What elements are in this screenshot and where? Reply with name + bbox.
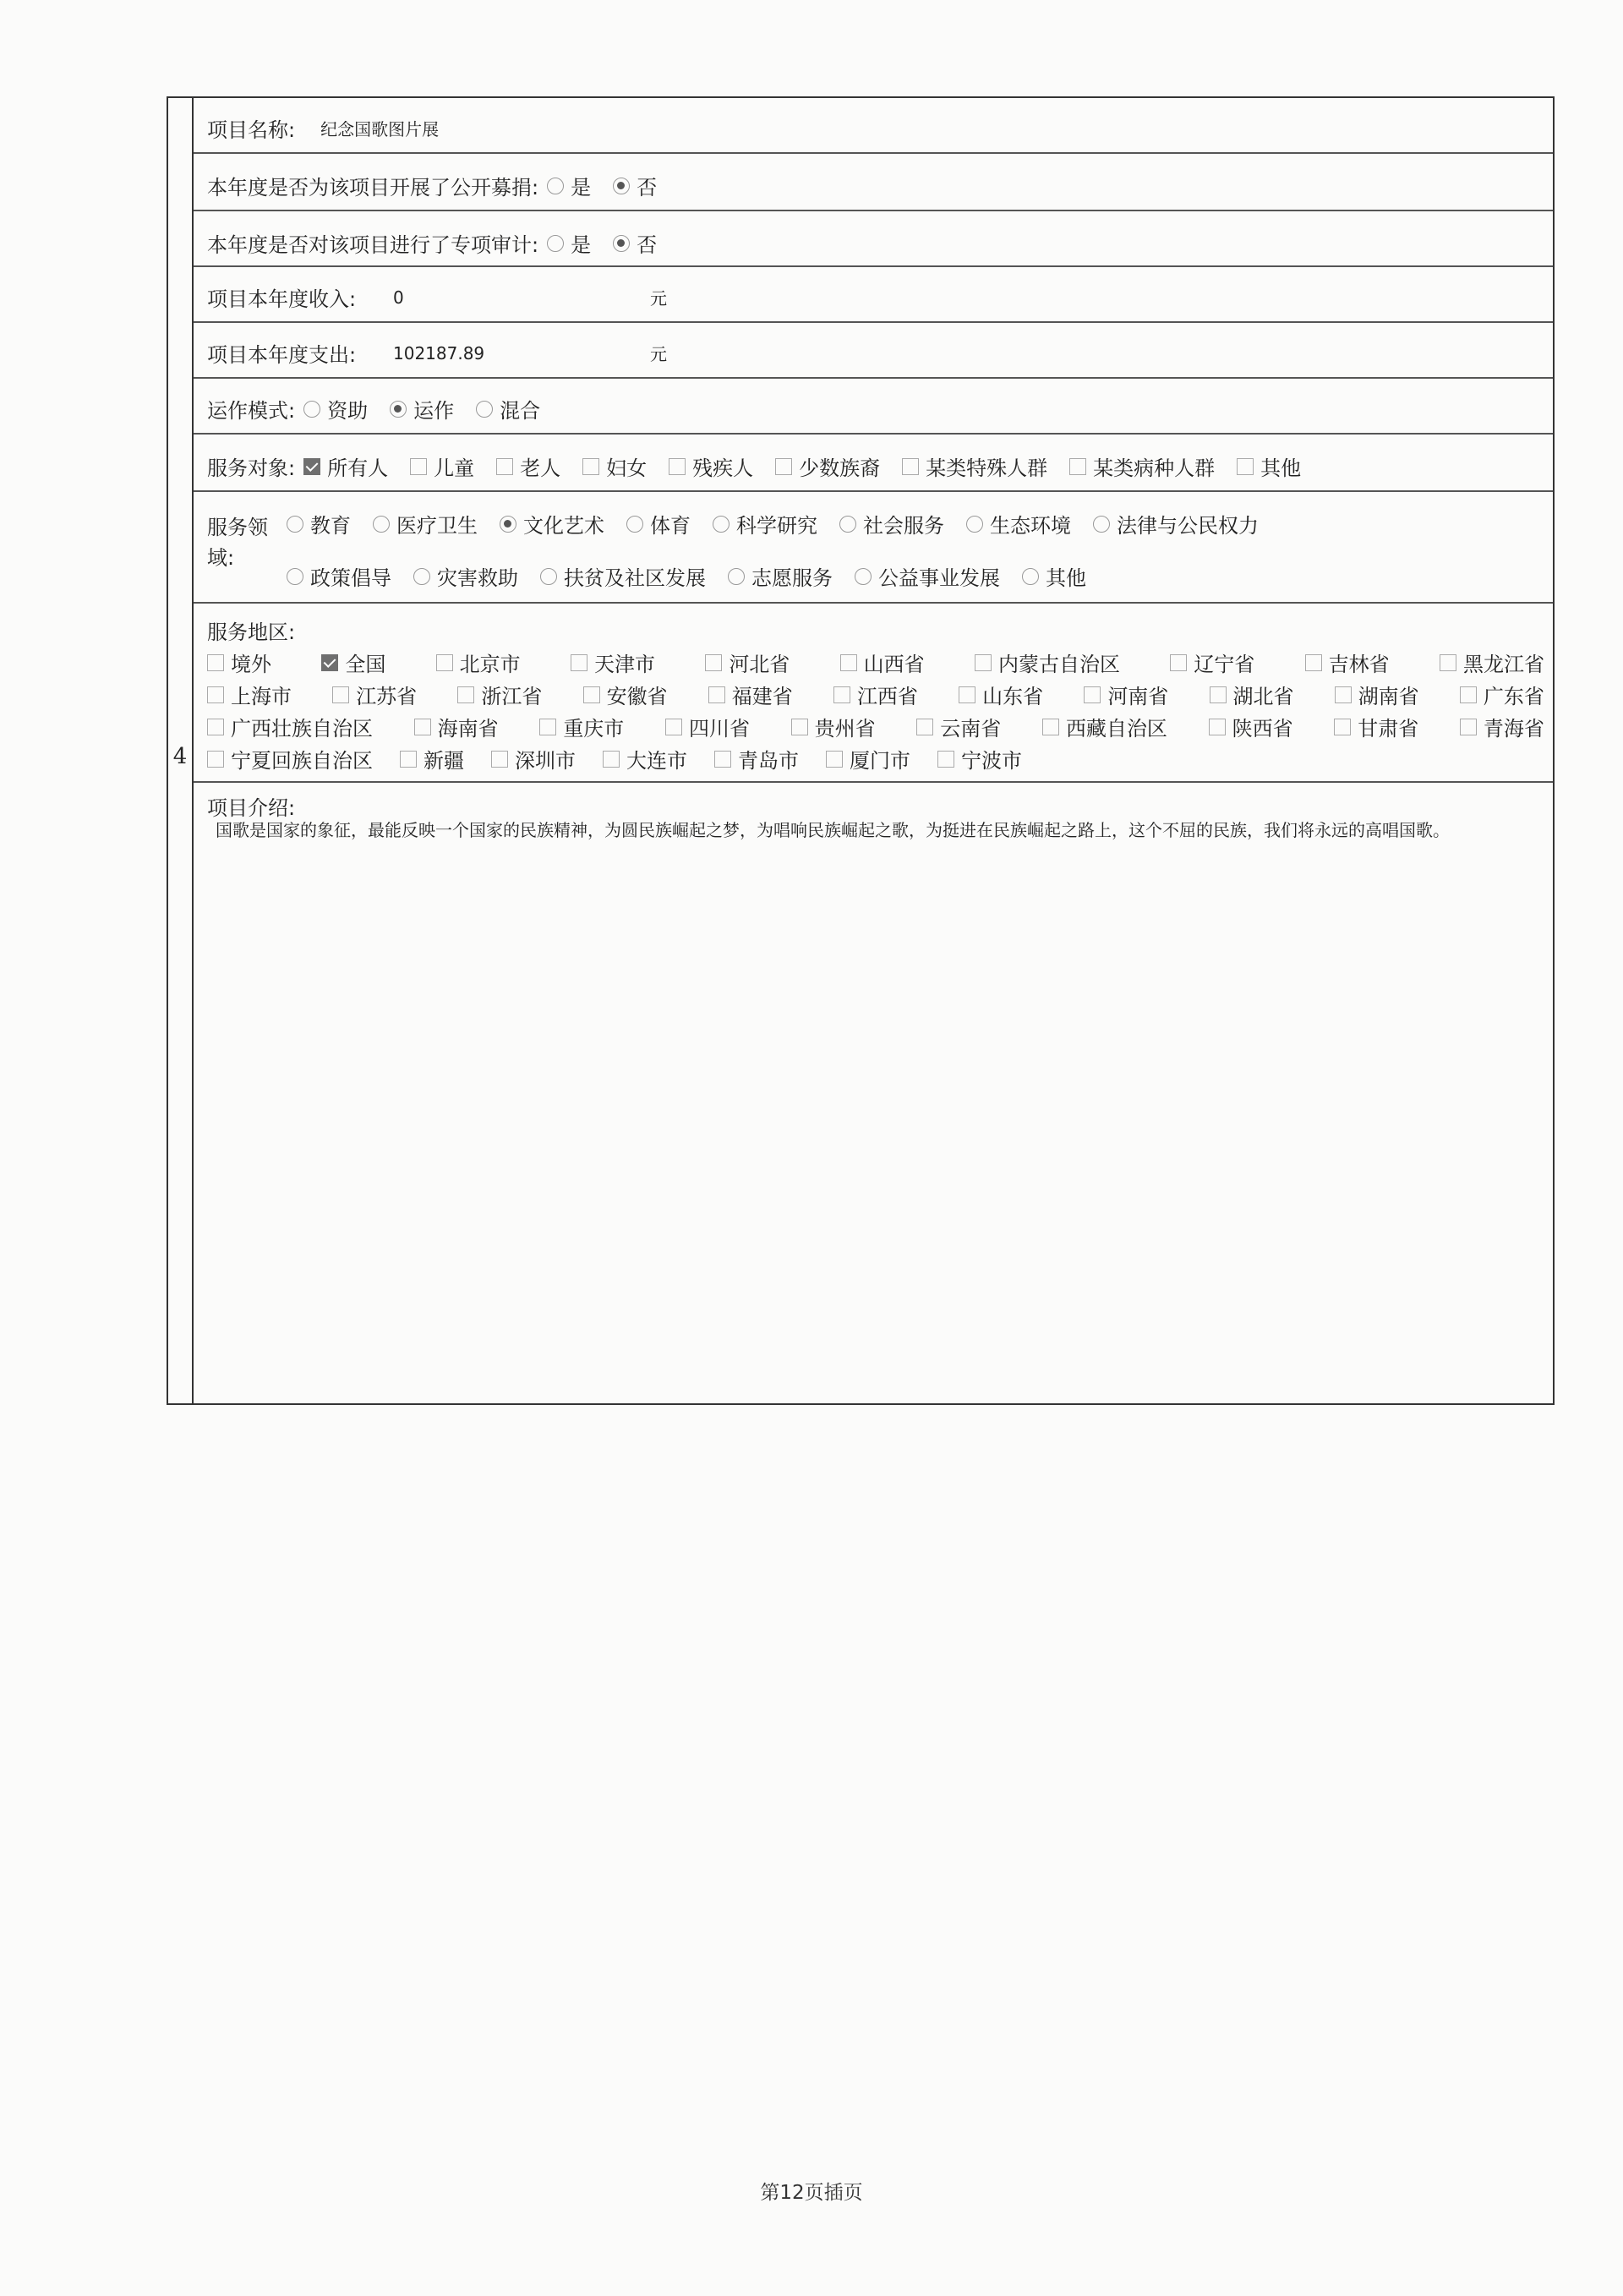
radio-button[interactable] xyxy=(476,401,493,418)
expense-unit: 元 xyxy=(650,344,667,364)
service-region-option[interactable] xyxy=(937,744,1022,774)
radio-button[interactable] xyxy=(855,568,872,585)
radio-button[interactable] xyxy=(413,568,430,585)
radio-button[interactable] xyxy=(303,401,320,418)
checkbox[interactable] xyxy=(775,458,792,475)
option-label: 上海市 xyxy=(231,685,292,708)
option-label: 少数族裔 xyxy=(799,456,881,480)
service-field-option[interactable] xyxy=(1093,509,1259,538)
service-field-option[interactable] xyxy=(413,561,518,591)
radio-button-selected[interactable] xyxy=(500,516,516,533)
option-label: 福建省 xyxy=(731,685,793,708)
option-label: 体育 xyxy=(650,514,691,538)
option-label: 医疗卫生 xyxy=(396,514,478,538)
checkbox[interactable] xyxy=(833,686,850,703)
service-field-label-line2: 域: xyxy=(207,546,235,570)
checkbox[interactable] xyxy=(582,458,599,475)
option-label: 某类病种人群 xyxy=(1093,456,1216,480)
service-region-option[interactable] xyxy=(1305,648,1390,677)
option-label: 否 xyxy=(637,233,658,257)
option-label: 新疆 xyxy=(424,749,464,773)
option-label: 某类特殊人群 xyxy=(926,456,1048,480)
option-label: 浙江省 xyxy=(481,685,543,708)
service-region-option[interactable] xyxy=(436,648,521,677)
option-label: 其他 xyxy=(1046,566,1086,590)
service-region-option[interactable] xyxy=(457,680,542,709)
checkbox[interactable] xyxy=(496,458,513,475)
option-label: 宁波市 xyxy=(961,749,1022,773)
option-label: 青岛市 xyxy=(738,749,799,773)
checkbox[interactable] xyxy=(457,686,474,703)
service-region-option[interactable] xyxy=(916,712,1001,741)
checkbox[interactable] xyxy=(1460,719,1477,735)
checkbox[interactable] xyxy=(1209,719,1226,735)
option-label: 陕西省 xyxy=(1232,717,1293,741)
option-label: 志愿服务 xyxy=(751,566,833,590)
checkbox[interactable] xyxy=(436,654,453,671)
project-intro-text: 国歌是国家的象征，最能反映一个国家的民族精神，为圆民族崛起之梦，为唱响民族崛起之歌，为挺进在民族崛起之路上，这个不屈的民族，我们将永远的高唱国歌。 xyxy=(216,820,1450,840)
service-field-options-row2 xyxy=(287,561,1544,591)
income-value: 0 xyxy=(393,287,404,308)
income-row xyxy=(194,267,1553,323)
service-region-option[interactable] xyxy=(1334,712,1418,741)
operation-option-funding[interactable] xyxy=(303,394,368,424)
option-label: 西藏自治区 xyxy=(1065,717,1167,741)
option-label: 政策倡导 xyxy=(310,566,391,590)
checkbox[interactable] xyxy=(669,458,686,475)
project-intro-row xyxy=(194,783,1553,1403)
option-label: 儿童 xyxy=(434,456,475,480)
audit-no-option[interactable] xyxy=(613,228,657,258)
service-region-option[interactable] xyxy=(1440,648,1544,677)
service-target-option[interactable] xyxy=(1237,451,1301,481)
option-label: 教育 xyxy=(310,514,351,538)
radio-button[interactable] xyxy=(287,516,303,533)
checkbox[interactable] xyxy=(708,686,725,703)
row-index-column xyxy=(168,98,194,1403)
checkbox[interactable] xyxy=(410,458,427,475)
radio-button-selected[interactable] xyxy=(390,401,407,418)
service-region-option[interactable] xyxy=(705,648,790,677)
service-region-option[interactable] xyxy=(207,712,373,741)
service-target-option[interactable] xyxy=(1069,451,1215,481)
option-label: 宁夏回族自治区 xyxy=(231,749,373,773)
radio-button[interactable] xyxy=(547,178,564,194)
checkbox[interactable] xyxy=(539,719,556,735)
option-label: 山东省 xyxy=(982,685,1044,708)
checkbox[interactable] xyxy=(714,751,731,768)
radio-button[interactable] xyxy=(728,568,745,585)
service-region-options-row1 xyxy=(207,648,1544,677)
service-field-label xyxy=(207,512,275,573)
service-target-option[interactable] xyxy=(410,451,474,481)
checkbox-selected[interactable] xyxy=(321,654,338,671)
option-label: 妇女 xyxy=(606,456,648,480)
service-region-option[interactable] xyxy=(975,648,1120,677)
option-label: 文化艺术 xyxy=(523,514,604,538)
option-label: 法律与公民权力 xyxy=(1117,514,1259,538)
checkbox[interactable] xyxy=(1334,719,1351,735)
option-label: 大连市 xyxy=(626,749,687,773)
checkbox[interactable] xyxy=(207,719,224,735)
option-label: 湖南省 xyxy=(1358,685,1419,708)
service-region-row xyxy=(194,604,1553,783)
radio-button[interactable] xyxy=(1093,516,1110,533)
radio-button[interactable] xyxy=(713,516,730,533)
checkbox[interactable] xyxy=(207,751,224,768)
checkbox[interactable] xyxy=(1305,654,1322,671)
radio-button[interactable] xyxy=(1022,568,1039,585)
service-field-option[interactable] xyxy=(540,561,706,591)
checkbox[interactable] xyxy=(400,751,417,768)
checkbox[interactable] xyxy=(1237,458,1254,475)
option-label: 资助 xyxy=(327,399,369,423)
service-target-option[interactable] xyxy=(902,451,1047,481)
operation-mode-label: 运作模式: xyxy=(207,399,296,423)
checkbox[interactable] xyxy=(705,654,722,671)
service-region-option[interactable] xyxy=(1460,712,1544,741)
service-region-option[interactable] xyxy=(833,680,918,709)
option-label: 境外 xyxy=(231,653,271,676)
option-label: 辽宁省 xyxy=(1194,653,1255,676)
option-label: 深圳市 xyxy=(515,749,576,773)
checkbox[interactable] xyxy=(959,686,975,703)
option-label: 是 xyxy=(571,176,592,200)
checkbox-selected[interactable] xyxy=(303,458,320,475)
project-name-value: 纪念国歌图片展 xyxy=(320,119,440,139)
option-label: 运作 xyxy=(413,399,455,423)
radio-button[interactable] xyxy=(626,516,643,533)
project-name-row xyxy=(194,98,1553,154)
checkbox[interactable] xyxy=(571,654,587,671)
service-region-option[interactable] xyxy=(791,712,876,741)
project-form-table xyxy=(167,96,1555,1405)
option-label: 青海省 xyxy=(1483,717,1544,741)
service-target-label: 服务对象: xyxy=(207,456,296,480)
fundraising-yes-option[interactable] xyxy=(547,171,591,200)
option-label: 广西壮族自治区 xyxy=(231,717,373,741)
service-target-options xyxy=(207,451,1544,481)
option-label: 安徽省 xyxy=(606,685,668,708)
option-label: 是 xyxy=(571,233,592,257)
service-region-option[interactable] xyxy=(708,680,793,709)
option-label: 其他 xyxy=(1260,456,1302,480)
service-region-option[interactable] xyxy=(321,648,385,677)
service-region-option[interactable] xyxy=(1335,680,1419,709)
option-label: 北京市 xyxy=(459,653,521,676)
service-field-option[interactable] xyxy=(287,509,351,538)
option-label: 江苏省 xyxy=(356,685,418,708)
option-label: 全国 xyxy=(345,653,386,676)
service-target-option[interactable] xyxy=(775,451,880,481)
checkbox[interactable] xyxy=(1335,686,1352,703)
expense-value: 102187.89 xyxy=(393,342,485,364)
checkbox[interactable] xyxy=(665,719,682,735)
service-field-row xyxy=(194,492,1553,604)
service-region-option[interactable] xyxy=(539,712,624,741)
option-label: 否 xyxy=(637,176,658,200)
service-region-option[interactable] xyxy=(959,680,1043,709)
service-target-option[interactable] xyxy=(303,451,388,481)
income-unit: 元 xyxy=(650,288,667,309)
service-region-label: 服务地区: xyxy=(207,620,296,644)
checkbox[interactable] xyxy=(1042,719,1059,735)
service-region-option[interactable] xyxy=(583,680,668,709)
service-field-options-row1 xyxy=(287,509,1544,538)
radio-button[interactable] xyxy=(839,516,856,533)
service-region-option[interactable] xyxy=(414,712,499,741)
option-label: 湖北省 xyxy=(1232,685,1294,708)
expense-label: 项目本年度支出: xyxy=(207,343,357,367)
option-label: 混合 xyxy=(500,399,541,423)
service-region-option[interactable] xyxy=(1042,712,1167,741)
service-field-option[interactable] xyxy=(966,509,1071,538)
option-label: 吉林省 xyxy=(1328,653,1390,676)
option-label: 老人 xyxy=(520,456,561,480)
option-label: 生态环境 xyxy=(990,514,1071,538)
option-label: 江西省 xyxy=(856,685,918,708)
option-label: 公益事业发展 xyxy=(878,566,1000,590)
checkbox[interactable] xyxy=(207,654,224,671)
service-region-option[interactable] xyxy=(207,648,271,677)
service-region-option[interactable] xyxy=(1460,680,1544,709)
service-target-option[interactable] xyxy=(496,451,560,481)
radio-button[interactable] xyxy=(373,516,390,533)
option-label: 科学研究 xyxy=(736,514,817,538)
service-field-option[interactable] xyxy=(287,561,391,591)
project-name-label: 项目名称: xyxy=(207,118,296,142)
service-region-option[interactable] xyxy=(1209,712,1293,741)
service-region-option[interactable] xyxy=(207,744,373,774)
service-field-option[interactable] xyxy=(728,561,833,591)
checkbox[interactable] xyxy=(1084,686,1101,703)
service-field-option[interactable] xyxy=(373,509,478,538)
page-number-footer: 第12页插页 xyxy=(760,2182,863,2204)
service-target-option[interactable] xyxy=(669,451,753,481)
service-field-option[interactable] xyxy=(1022,561,1086,591)
fundraising-no-option[interactable] xyxy=(613,171,657,200)
option-label: 四川省 xyxy=(688,717,750,741)
row-index-number: 4 xyxy=(172,744,188,769)
checkbox[interactable] xyxy=(491,751,508,768)
option-label: 贵州省 xyxy=(814,717,876,741)
service-region-option[interactable] xyxy=(400,744,464,774)
checkbox[interactable] xyxy=(937,751,954,768)
service-field-option[interactable] xyxy=(500,509,604,538)
option-label: 广东省 xyxy=(1483,685,1544,708)
service-field-option[interactable] xyxy=(855,561,1000,591)
service-target-row xyxy=(194,435,1553,492)
service-field-option[interactable] xyxy=(839,509,944,538)
public-fundraising-label: 本年度是否为该项目开展了公开募捐: xyxy=(207,176,539,200)
service-region-option[interactable] xyxy=(840,648,925,677)
service-region-option[interactable] xyxy=(491,744,576,774)
service-target-option[interactable] xyxy=(582,451,647,481)
checkbox[interactable] xyxy=(840,654,857,671)
checkbox[interactable] xyxy=(332,686,349,703)
option-label: 云南省 xyxy=(940,717,1002,741)
checkbox[interactable] xyxy=(791,719,808,735)
service-field-label-line1: 服务领 xyxy=(207,516,268,539)
checkbox[interactable] xyxy=(1460,686,1477,703)
option-label: 重庆市 xyxy=(563,717,625,741)
radio-button[interactable] xyxy=(287,568,303,585)
option-label: 扶贫及社区发展 xyxy=(564,566,706,590)
checkbox[interactable] xyxy=(916,719,933,735)
project-intro-label: 项目介绍: xyxy=(207,796,296,820)
expense-row xyxy=(194,323,1553,379)
checkbox[interactable] xyxy=(1170,654,1187,671)
option-label: 社会服务 xyxy=(863,514,944,538)
checkbox[interactable] xyxy=(583,686,600,703)
service-region-option[interactable] xyxy=(1084,680,1168,709)
checkbox[interactable] xyxy=(603,751,620,768)
service-region-option[interactable] xyxy=(1210,680,1294,709)
special-audit-row xyxy=(194,211,1553,267)
option-label: 山西省 xyxy=(863,653,925,676)
service-region-option[interactable] xyxy=(826,744,910,774)
audit-yes-option[interactable] xyxy=(547,228,591,258)
operation-option-operating[interactable] xyxy=(390,394,454,424)
option-label: 海南省 xyxy=(437,717,499,741)
option-label: 所有人 xyxy=(327,456,389,480)
option-label: 河南省 xyxy=(1107,685,1169,708)
service-region-option[interactable] xyxy=(332,680,417,709)
checkbox[interactable] xyxy=(975,654,992,671)
checkbox[interactable] xyxy=(1210,686,1227,703)
option-label: 天津市 xyxy=(593,653,655,676)
radio-button-selected[interactable] xyxy=(613,235,630,252)
service-region-options-row4 xyxy=(207,744,1544,774)
service-field-option[interactable] xyxy=(713,509,817,538)
option-label: 河北省 xyxy=(729,653,790,676)
option-label: 残疾人 xyxy=(692,456,754,480)
option-label: 内蒙古自治区 xyxy=(997,653,1120,676)
special-audit-label: 本年度是否对该项目进行了专项审计: xyxy=(207,233,539,257)
checkbox[interactable] xyxy=(826,751,843,768)
option-label: 黑龙江省 xyxy=(1462,653,1544,676)
income-label: 项目本年度收入: xyxy=(207,287,357,311)
option-label: 厦门市 xyxy=(850,749,910,773)
checkbox[interactable] xyxy=(902,458,919,475)
checkbox[interactable] xyxy=(1440,654,1456,671)
service-region-options-row3 xyxy=(207,712,1544,741)
public-fundraising-row xyxy=(194,154,1553,211)
service-region-option[interactable] xyxy=(603,744,687,774)
radio-button[interactable] xyxy=(547,235,564,252)
checkbox[interactable] xyxy=(414,719,431,735)
radio-button[interactable] xyxy=(540,568,557,585)
service-region-option[interactable] xyxy=(714,744,799,774)
service-region-option[interactable] xyxy=(1170,648,1254,677)
service-region-option[interactable] xyxy=(207,680,292,709)
option-label: 灾害救助 xyxy=(437,566,518,590)
service-region-options-row2 xyxy=(207,680,1544,709)
operation-option-mixed[interactable] xyxy=(476,394,540,424)
checkbox[interactable] xyxy=(1069,458,1086,475)
service-region-option[interactable] xyxy=(571,648,655,677)
radio-button-selected[interactable] xyxy=(613,178,630,194)
operation-mode-row xyxy=(194,379,1553,435)
checkbox[interactable] xyxy=(207,686,224,703)
service-region-option[interactable] xyxy=(665,712,750,741)
radio-button[interactable] xyxy=(966,516,983,533)
option-label: 甘肃省 xyxy=(1358,717,1419,741)
service-field-option[interactable] xyxy=(626,509,691,538)
